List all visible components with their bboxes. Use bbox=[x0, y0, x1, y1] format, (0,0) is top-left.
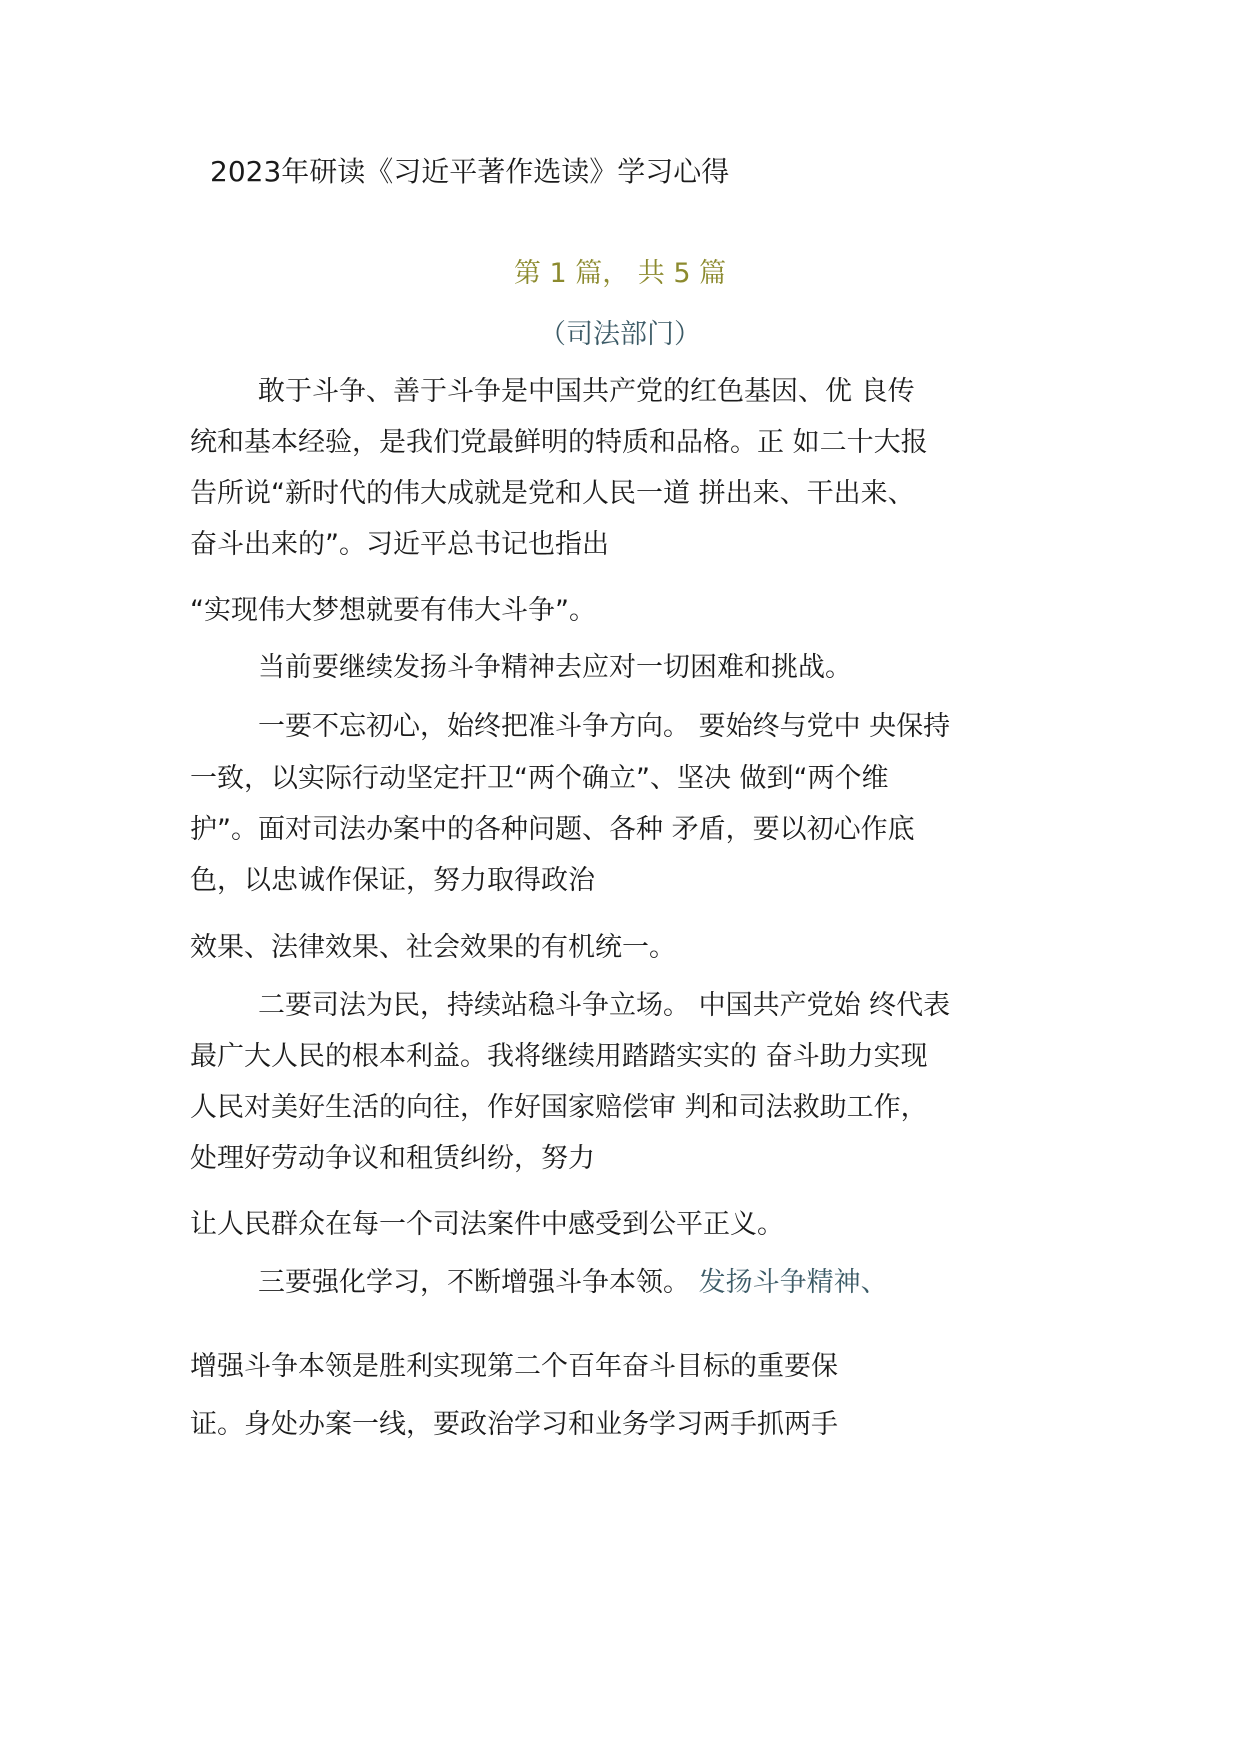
body-line: 效果、法律效果、社会效果的有机统一。 bbox=[190, 932, 676, 963]
document-title: 2023年研读《习近平著作选读》学习心得 bbox=[210, 155, 730, 188]
body-line: 一致，以实际行动坚定扞卫“两个确立”、坚决 做到“两个维 bbox=[190, 763, 889, 794]
body-line bbox=[258, 1263, 888, 1303]
body-line: 告所说“新时代的伟大成就是党和人民一道 拼出来、干出来、 bbox=[190, 478, 915, 509]
body-line: 一要不忘初心，始终把准斗争方向。 要始终与党中 央保持 bbox=[258, 711, 951, 742]
body-line: 证。身处办案一线，要政治学习和业务学习两手抓两手 bbox=[190, 1409, 838, 1440]
body-line: 让人民群众在每一个司法案件中感受到公平正义。 bbox=[190, 1209, 784, 1240]
body-line: 增强斗争本领是胜利实现第二个百年奋斗目标的重要保 bbox=[190, 1351, 838, 1382]
body-line: 统和基本经验，是我们党最鲜明的特质和品格。正 如二十大报 bbox=[190, 427, 928, 458]
body-line: 护”。面对司法办案中的各种问题、各种 矛盾，要以初心作底 bbox=[190, 814, 915, 845]
body-line: 最广大人民的根本利益。我将继续用踏踏实实的 奋斗助力实现 bbox=[190, 1041, 928, 1072]
body-line-accent-text: 发扬斗争精神、 bbox=[698, 1267, 888, 1298]
body-line: 色，以忠诚作保证，努力取得政治 bbox=[190, 865, 595, 896]
body-line: 处理好劳动争议和租赁纠纷，努力 bbox=[190, 1143, 595, 1174]
body-line: “实现伟大梦想就要有伟大斗争”。 bbox=[190, 595, 596, 626]
body-line: 二要司法为民，持续站稳斗争立场。 中国共产党始 终代表 bbox=[258, 990, 951, 1021]
body-line: 敢于斗争、善于斗争是中国共产党的红色基因、优 良传 bbox=[258, 376, 915, 407]
body-line: 奋斗出来的”。习近平总书记也指出 bbox=[190, 529, 609, 560]
part-heading: 第 1 篇， 共 5 篇 bbox=[513, 258, 727, 289]
body-line: 当前要继续发扬斗争精神去应对一切困难和挑战。 bbox=[258, 652, 852, 683]
body-line: 人民对美好生活的向往，作好国家赔偿审 判和司法救助工作， bbox=[190, 1092, 928, 1123]
department-heading: （司法部门） bbox=[539, 319, 701, 350]
body-line-text: 三要强化学习，不断增强斗争本领。 bbox=[258, 1267, 699, 1298]
